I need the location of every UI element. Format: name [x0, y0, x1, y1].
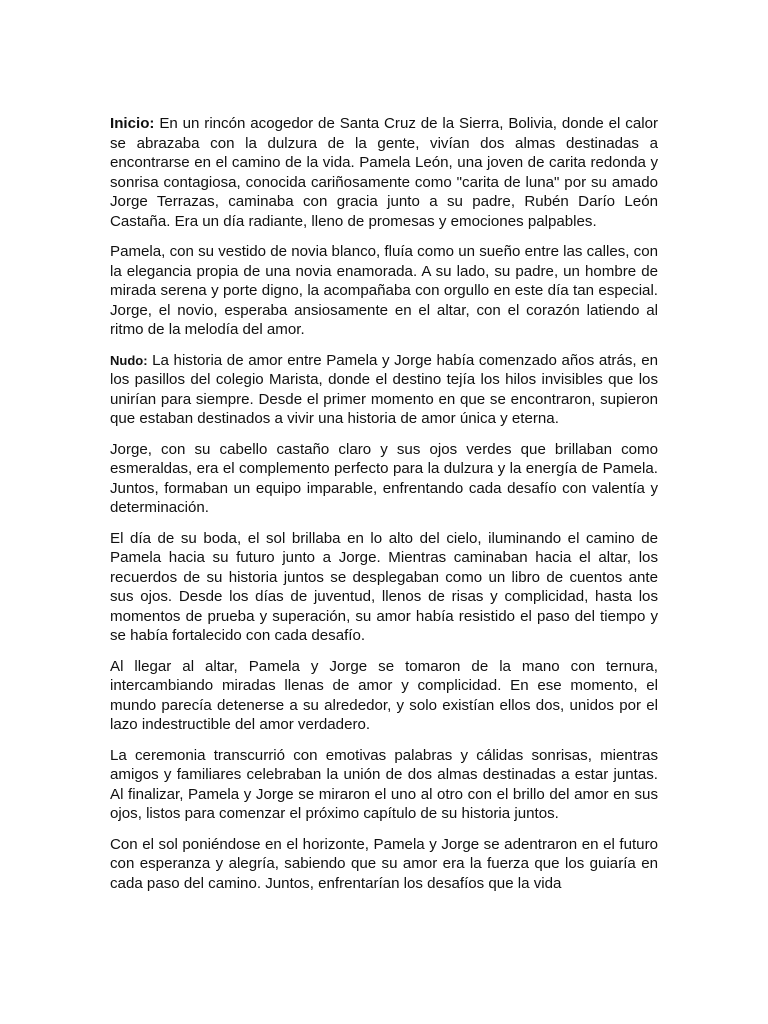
- paragraph-text: En un rincón acogedor de Santa Cruz de la Sierra, Bolivia, donde el calor se abrazaba con la dulzura de la gente, vivían dos almas destinadas a encontrarse en el camino de la vida. Pamela León, una joven de carita redonda y sonrisa contagiosa, conocida cariñosamente como "carita de luna" por su amado Jorge Terrazas, caminaba con gracia junto a su padre, Rubén Darío León Castaña. Era un día radiante, lleno de promesas y emociones palpables.: [110, 115, 658, 230]
- paragraph: Al llegar al altar, Pamela y Jorge se tomaron de la mano con ternura, intercambiando miradas llenas de amor y complicidad. En ese momento, el mundo parecía detenerse a su alrededor, y solo existían ellos dos, unidos por el lazo indestructible del amor verdadero.: [110, 657, 658, 733]
- section-label-inicio: Inicio:: [110, 115, 155, 132]
- paragraph: El día de su boda, el sol brillaba en lo alto del cielo, iluminando el camino de Pamela hacia su futuro junto a Jorge. Mientras caminaban hacia el altar, los recuerdos de su historia juntos se desplegaban como un libro de cuentos ante sus ojos. Desde los días de juventud, llenos de risas y complicidad, hasta los momentos de prueba y superación, su amor había resistido el paso del tiempo y se había fortalecido con cada desafío.: [110, 529, 658, 644]
- paragraph-text: La historia de amor entre Pamela y Jorge había comenzado años atrás, en los pasillos del colegio Marista, donde el destino tejía los hilos invisibles que los unirían para siempre. Desde el primer momento en que se encontraron, supieron que estaban destinados a vivir una historia de amor única y eterna.: [110, 351, 658, 427]
- paragraph-nudo: [110, 351, 658, 429]
- paragraph-inicio: [110, 114, 658, 231]
- paragraph: Jorge, con su cabello castaño claro y sus ojos verdes que brillaban como esmeraldas, era el complemento perfecto para la dulzura y la energía de Pamela. Juntos, formaban un equipo imparable, enfrentando cada desafío con valentía y determinación.: [110, 440, 658, 516]
- document-body: [110, 114, 658, 904]
- paragraph: La ceremonia transcurrió con emotivas palabras y cálidas sonrisas, mientras amigos y familiares celebraban la unión de dos almas destinadas a estar juntas. Al finalizar, Pamela y Jorge se miraron el uno al otro con el brillo del amor en sus ojos, listos para comenzar el próximo capítulo de su historia juntos.: [110, 746, 658, 822]
- section-label-nudo: Nudo:: [110, 352, 148, 368]
- paragraph: Pamela, con su vestido de novia blanco, fluía como un sueño entre las calles, con la elegancia propia de una novia enamorada. A su lado, su padre, un hombre de mirada serena y porte digno, la acompañaba con orgullo en este día tan especial. Jorge, el novio, esperaba ansiosamente en el altar, con el corazón latiendo al ritmo de la melodía del amor.: [110, 243, 658, 338]
- paragraph: Con el sol poniéndose en el horizonte, Pamela y Jorge se adentraron en el futuro con esperanza y alegría, sabiendo que su amor era la fuerza que los guiaría en cada paso del camino. Juntos, enfrentarían los desafíos que la vida: [110, 835, 658, 892]
